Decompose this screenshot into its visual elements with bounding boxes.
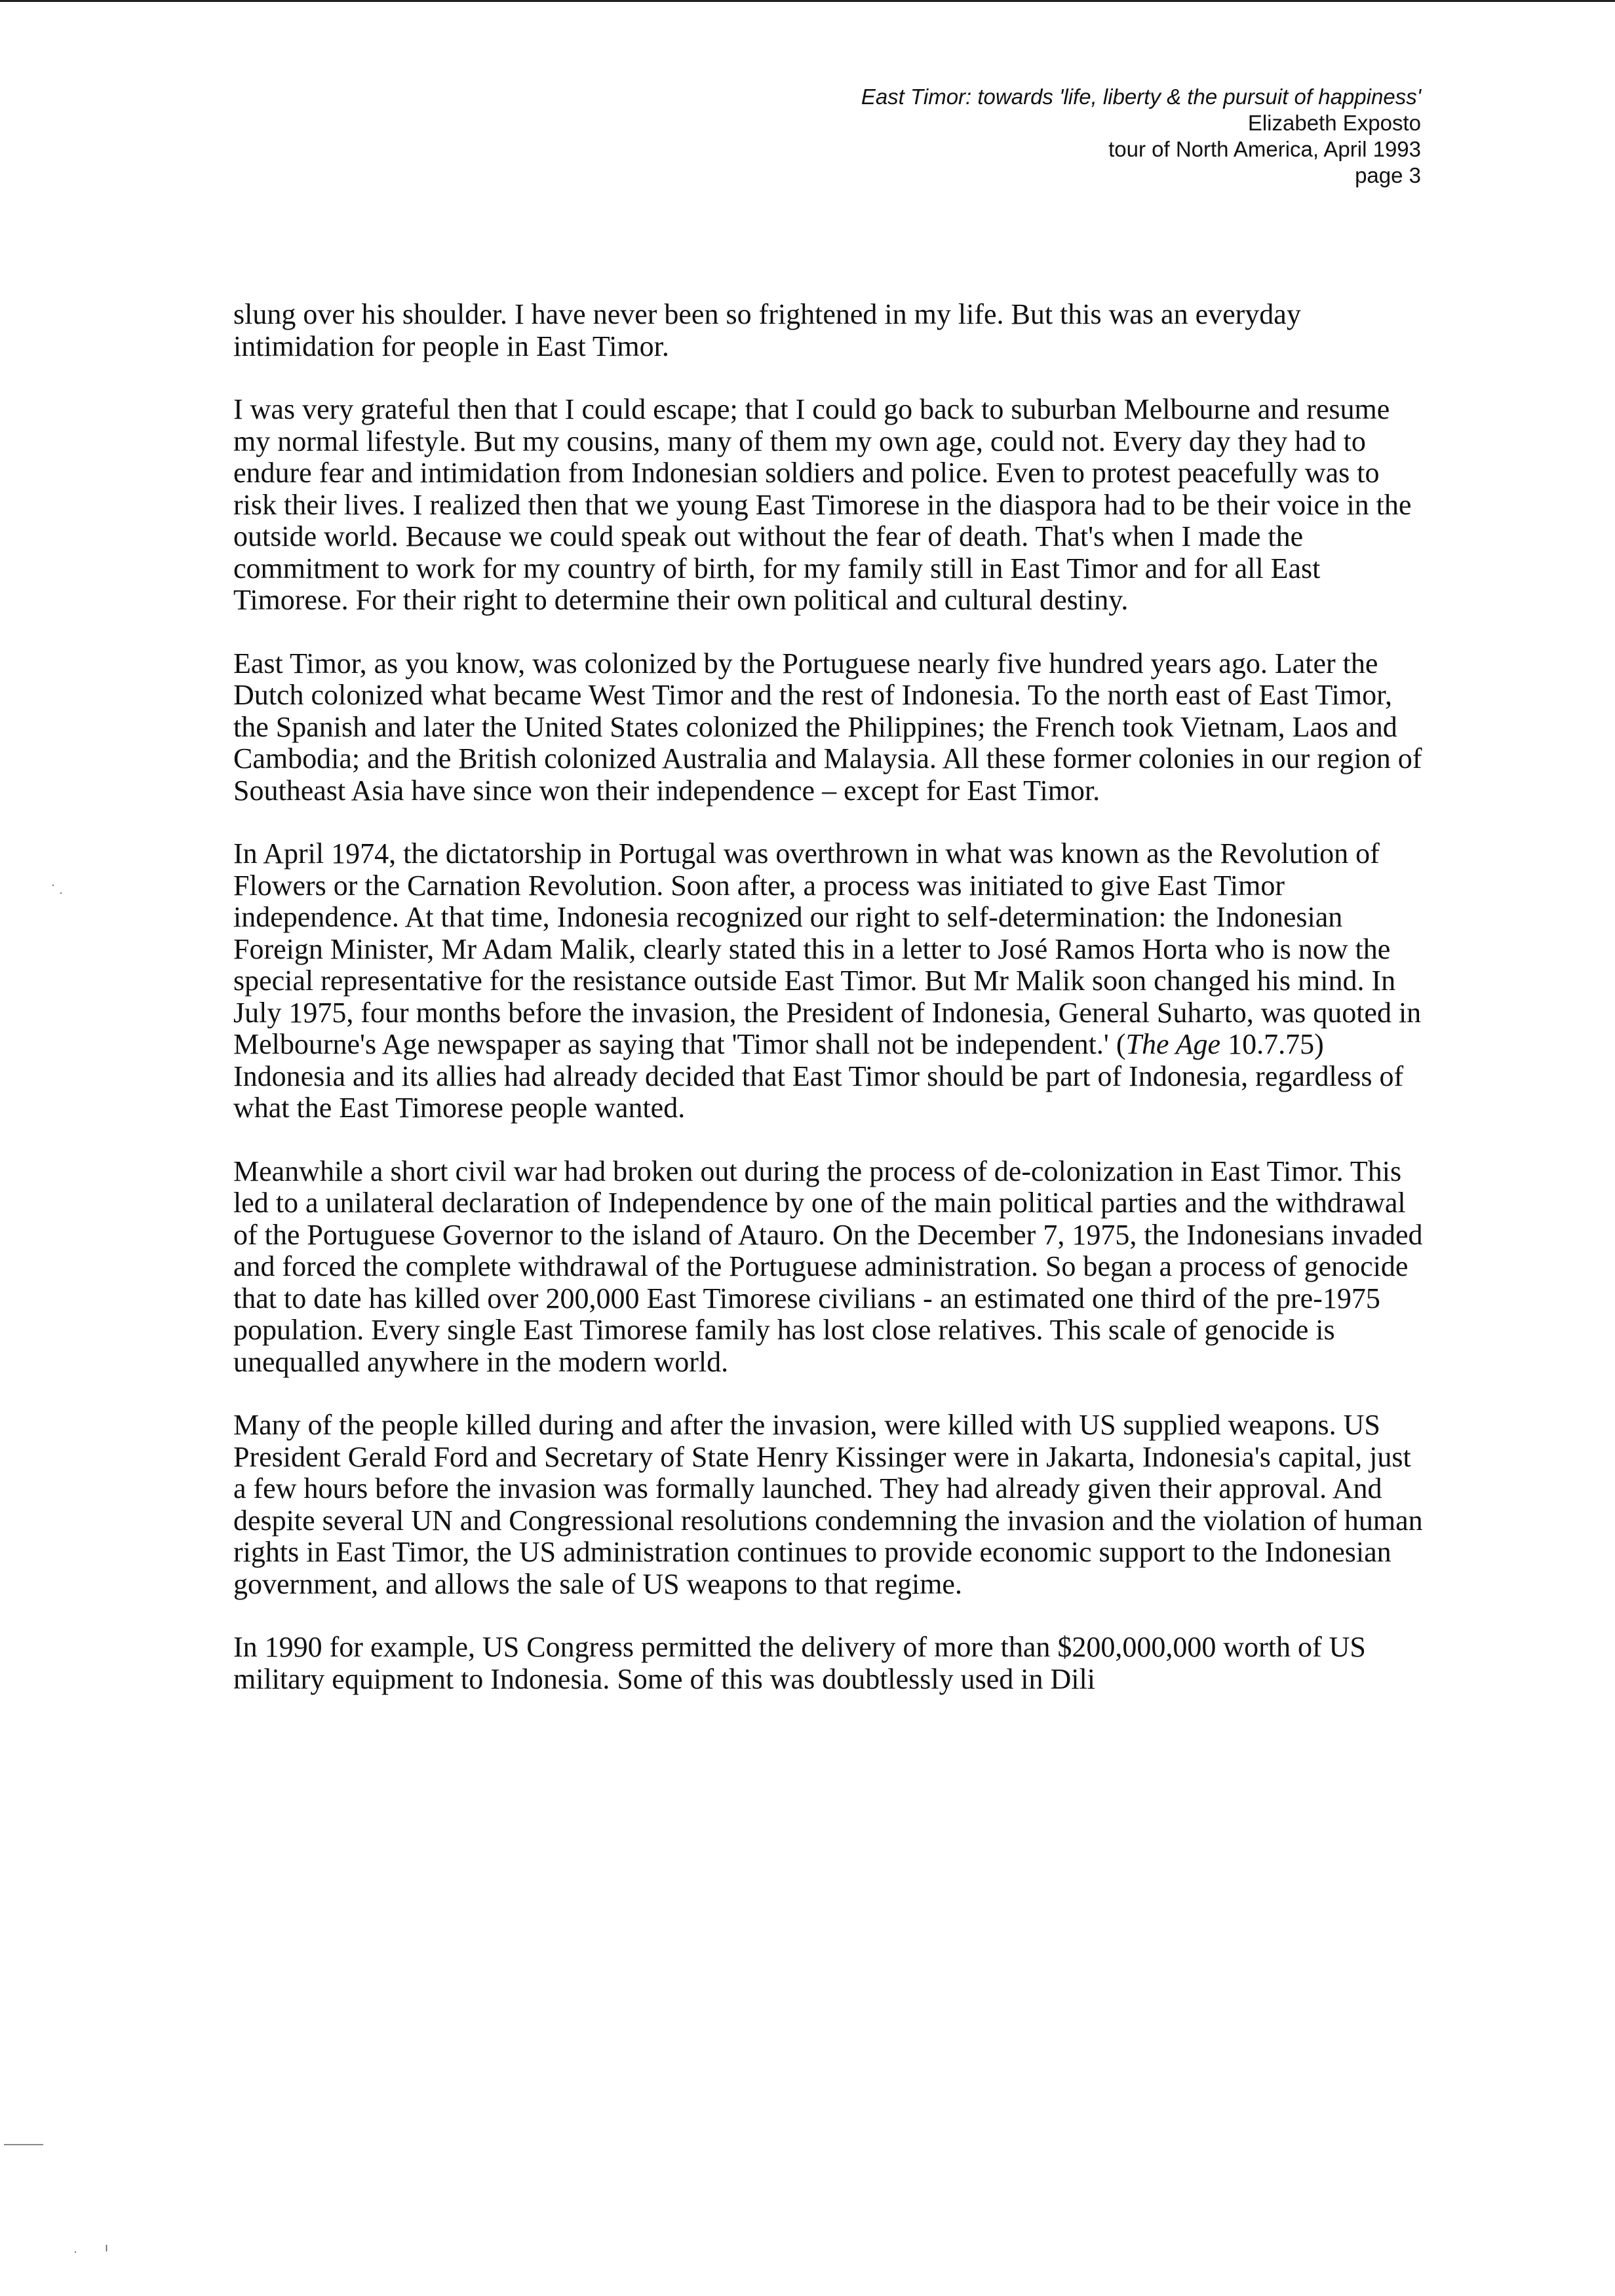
paragraph-5: Meanwhile a short civil war had broken out during the process of de-colonization in East Timor. This led to a unilateral declaration of Independence by one of the main political parties and the withdrawal of the Portuguese Governor to the island of Atauro. On the December 7, 1975, the Indonesians invaded and forced the complete withdrawal of the Portuguese administration. So began a process of genocide that to date has killed over 200,000 East Timorese civilians - an estimated one third of the pre-1975 population. Every single East Timorese family has lost close relatives. This scale of genocide is unequalled anywhere in the modern world. bbox=[233, 1155, 1423, 1378]
paragraph-1: slung over his shoulder. I have never been so frightened in my life. But this was an everyday intimidation for people in East Timor. bbox=[233, 298, 1301, 362]
scan-speck: · bbox=[59, 886, 63, 899]
scan-speck: ı bbox=[105, 2241, 109, 2254]
paragraph-7: In 1990 for example, US Congress permitted the delivery of more than $200,000,000 worth of US military equipment to Indonesia. Some of this was doubtlessly used in Dili bbox=[233, 1631, 1366, 1695]
scan-speck: · bbox=[73, 2245, 77, 2258]
tour-info: tour of North America, April 1993 bbox=[1108, 137, 1421, 161]
page-number: page 3 bbox=[1355, 163, 1421, 187]
paragraph-6: Many of the people killed during and after the invasion, were killed with US supplied weapons. US President Gerald Ford and Secretary of State Henry Kissinger were in Jakarta, Indonesia's capital, just a few hours before the invasion was formally launched. They had already given their approval. And despite several UN and Congressional resolutions condemning the invasion and the violation of human rights in East Timor, the US administration continues to provide economic support to the Indonesian government, and allows the sale of US weapons to that regime. bbox=[233, 1409, 1423, 1600]
paragraph-4-text-a: In April 1974, the dictatorship in Portugal was overthrown in what was known as the Revolution of Flowers or the Carnation Revolution. Soon after, a process was initiated to give East Timor independence. At that time, Indonesia recognized our right to self-determination: the Indonesian Foreign Minister, Mr Adam Malik, clearly stated this in a letter to José Ramos Horta who is now the special representative for the resistance outside East Timor. But Mr Malik soon changed his mind. In July 1975, four months before the invasion, the President of Indonesia, General Suharto, was quoted in Melbourne's Age newspaper as saying that 'Timor shall not be independent.' ( bbox=[233, 837, 1422, 1060]
document-body bbox=[233, 299, 1426, 1727]
scan-top-edge bbox=[0, 0, 1615, 2]
scan-mark bbox=[4, 2144, 43, 2145]
paragraph-2: I was very grateful then that I could escape; that I could go back to suburban Melbourne and resume my normal lifestyle. But my cousins, many of them my own age, could not. Every day they had to endure fear and intimidation from Indonesian soldiers and police. Even to protest peacefully was to risk their lives. I realized then that we young East Timorese in the diaspora had to be their voice in the outside world. Because we could speak out without the fear of death. That's when I made the commitment to work for my country of birth, for my family still in East Timor and for all East Timorese. For their right to determine their own political and cultural destiny. bbox=[233, 393, 1412, 616]
paragraph-3: East Timor, as you know, was colonized by the Portuguese nearly five hundred years ago. Later the Dutch colonized what became West Timor and the rest of Indonesia. To the north east of East Timor, the Spanish and later the United States colonized the Philippines; the French took Vietnam, Laos and Cambodia; and the British colonized Australia and Malaysia. All these former colonies in our region of Southeast Asia have since won their independence – except for East Timor. bbox=[233, 647, 1422, 807]
document-title: East Timor: towards 'life, liberty & the pursuit of happiness' bbox=[861, 85, 1421, 109]
citation-source: The Age bbox=[1125, 1028, 1221, 1060]
author-name: Elizabeth Exposto bbox=[1247, 111, 1421, 135]
scan-speck: · bbox=[51, 878, 55, 891]
paragraph-4-text-b: 10.7.75) Indonesia and its allies had already decided that East Timor should be part of Indonesia, regardless of what the East Timorese people wanted. bbox=[233, 1028, 1404, 1124]
page-header bbox=[861, 84, 1421, 189]
paragraph-4 bbox=[233, 838, 1426, 1124]
